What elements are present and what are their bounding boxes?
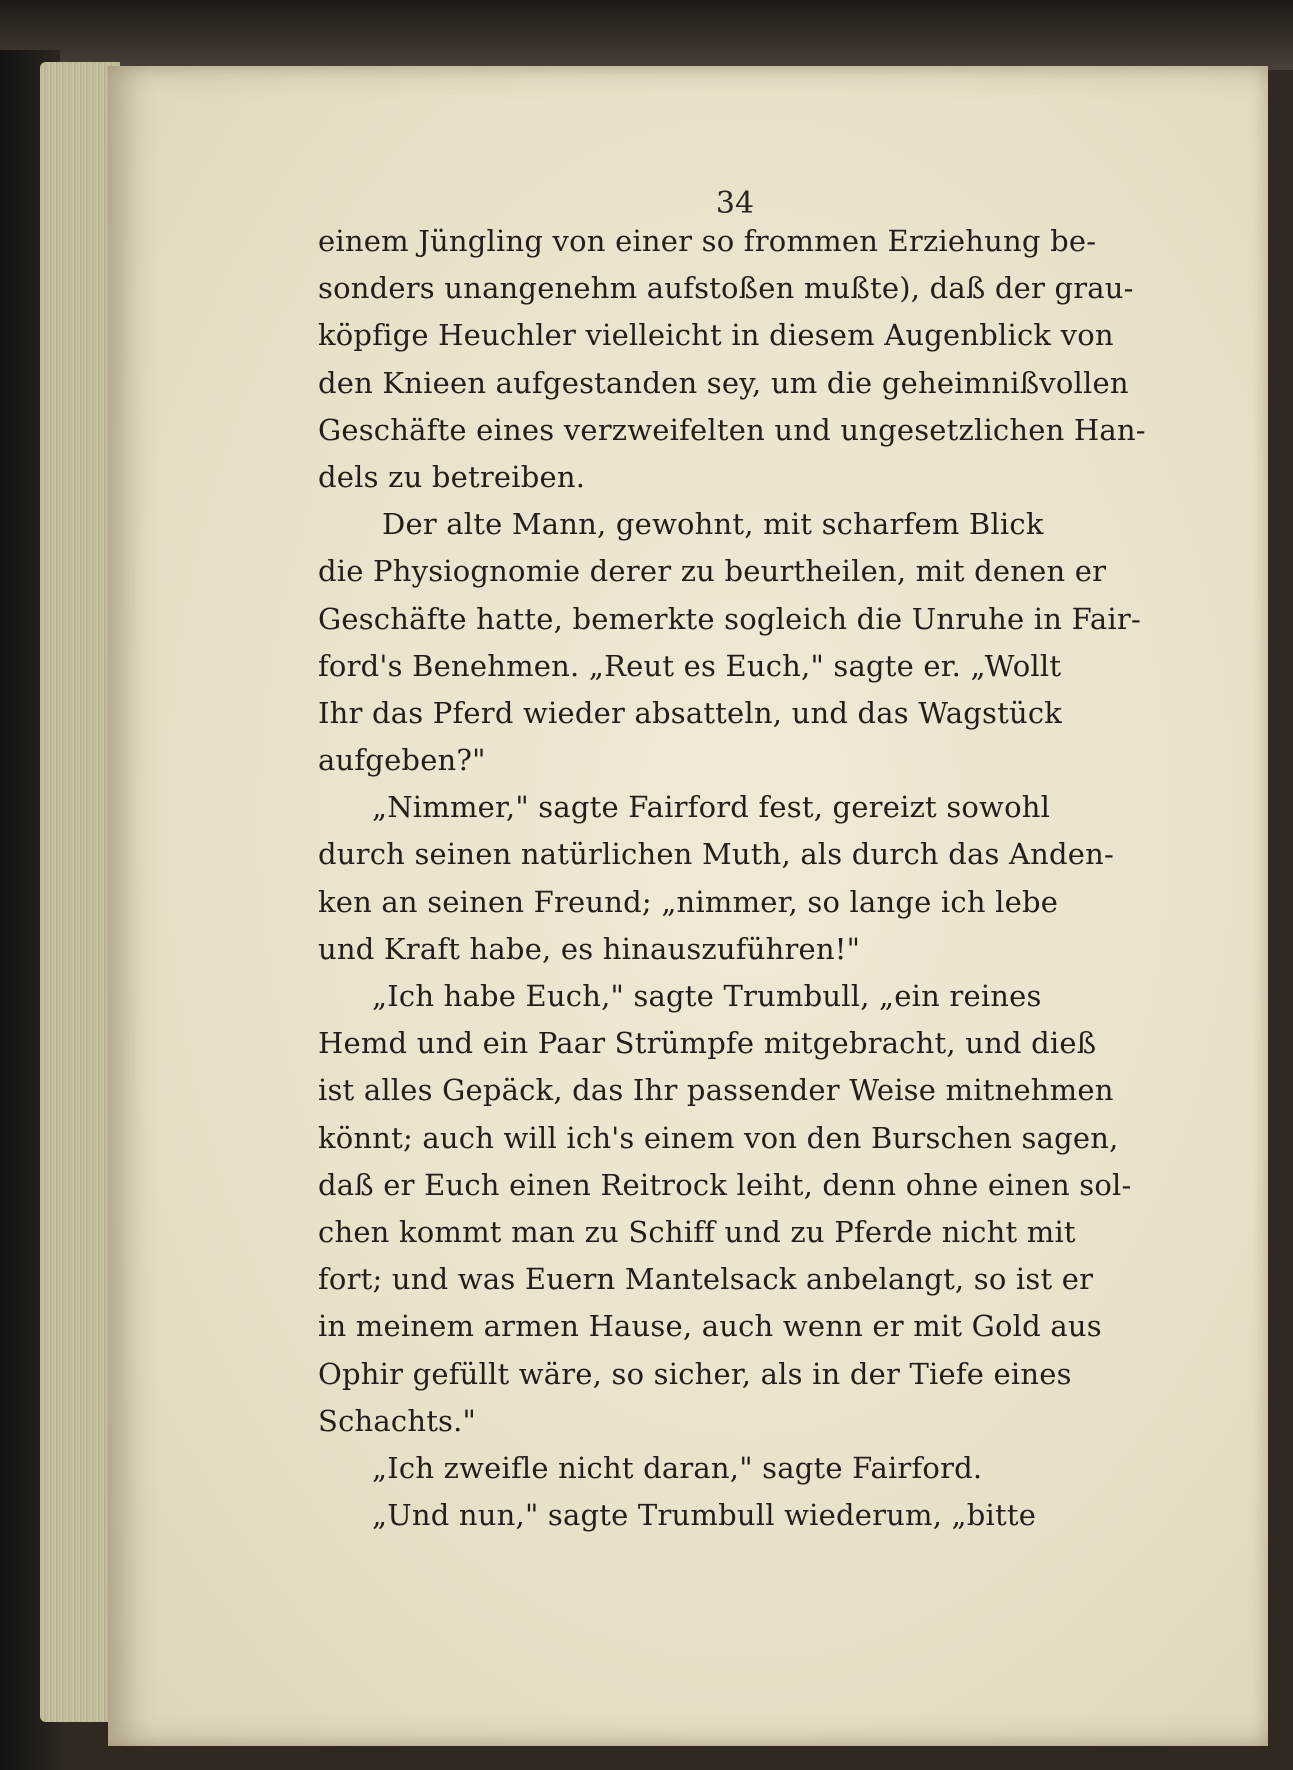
text-line: den Knieen aufgestanden sey, um die geheimnißvollen [318,365,1129,400]
text-line: „Und nun," sagte Trumbull wiederum, „bitte [372,1498,1037,1533]
text-line: aufgeben?" [318,743,486,778]
text-line: Geschäfte hatte, bemerkte sogleich die Unruhe in Fair- [318,601,1141,636]
page-number: 34 [715,186,755,221]
text-line: Schachts." [318,1403,477,1438]
text-line: die Physiognomie derer zu beurtheilen, mit denen er [318,554,1107,589]
text-line: in meinem armen Hause, auch wenn er mit Gold aus [318,1309,1102,1344]
text-line: könnt; auch will ich's einem von den Burschen sagen, [318,1120,1119,1155]
text-line: und Kraft habe, es hinauszuführen!" [318,931,861,966]
text-line: fort; und was Euern Mantelsack anbelangt, so ist er [318,1262,1094,1297]
text-line: Geschäfte eines verzweifelten und ungesetzlichen Han- [318,412,1146,447]
text-line: Ophir gefüllt wäre, so sicher, als in der Tiefe eines [318,1356,1072,1391]
text-line: ken an seinen Freund; „nimmer, so lange ich lebe [318,884,1059,919]
text-block [318,218,1166,1539]
text-line: „Nimmer," sagte Fairford fest, gereizt sowohl [372,790,1051,825]
text-line: einem Jüngling von einer so frommen Erziehung be- [318,224,1097,258]
text-line: dels zu betreiben. [318,459,586,494]
text-line: daß er Euch einen Reitrock leiht, denn ohne einen sol- [318,1167,1132,1202]
text-line: sonders unangenehm aufstoßen mußte), daß der grau- [318,271,1134,306]
text-line: „Ich habe Euch," sagte Trumbull, „ein reines [372,979,1042,1013]
text-line: „Ich zweifle nicht daran," sagte Fairford. [372,1450,983,1485]
text-line: ist alles Gepäck, das Ihr passender Weise mitnehmen [318,1073,1114,1108]
text-line: Hemd und ein Paar Strümpfe mitgebracht, und dieß [318,1026,1097,1061]
text-line: Der alte Mann, gewohnt, mit scharfem Blick [382,507,1044,542]
text-line: Ihr das Pferd wieder absatteln, und das Wagstück [318,695,1063,730]
text-line: köpfige Heuchler vielleicht in diesem Augenblick von [318,318,1114,353]
text-line: durch seinen natürlichen Muth, als durch das Anden- [318,837,1115,872]
text-line: ford's Benehmen. „Reut es Euch," sagte er. „Wollt [318,648,1062,683]
text-line: chen kommt man zu Schiff und zu Pferde nicht mit [318,1214,1076,1249]
book-cover-top [0,0,1293,70]
